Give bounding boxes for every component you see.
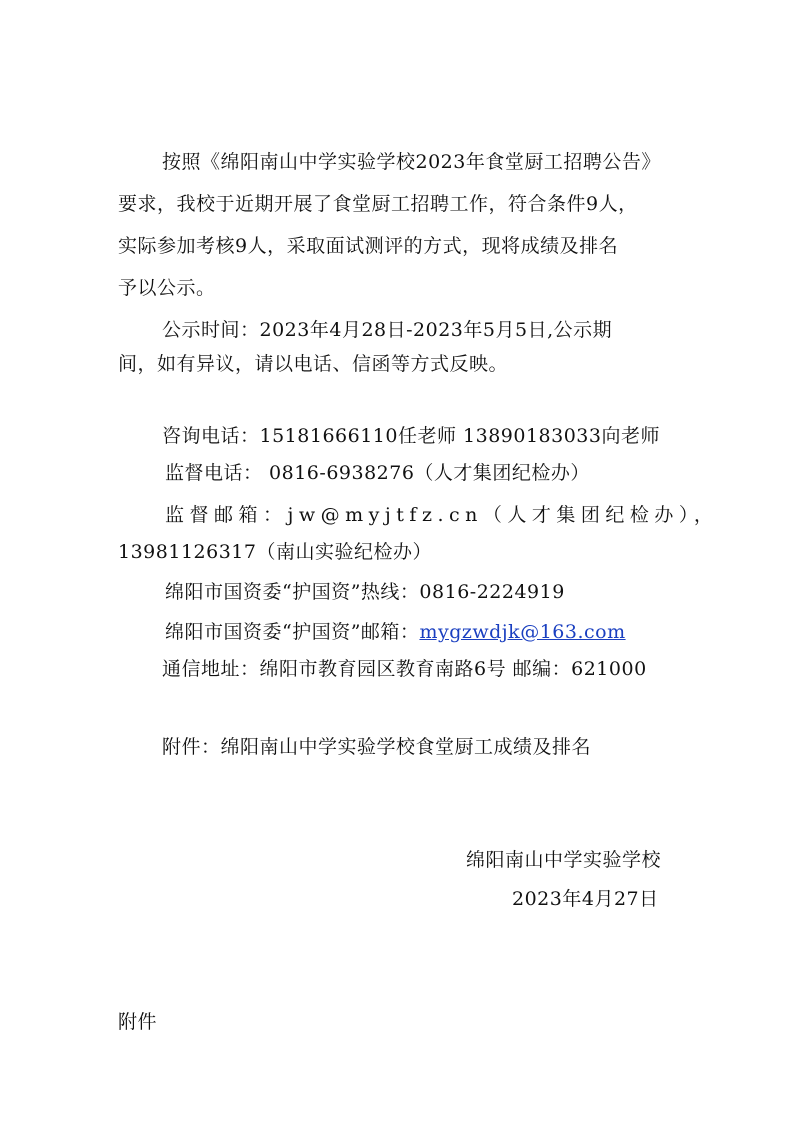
paragraph1-line1: 按照《绵阳南山中学实验学校2023年食堂厨工招聘公告》 bbox=[162, 151, 661, 173]
attachment-heading: 附件 bbox=[118, 1011, 158, 1033]
paragraph2-line2: 间，如有异议，请以电话、信函等方式反映。 bbox=[118, 353, 509, 375]
hotline: 绵阳市国资委“护国资”热线：0816-2224919 bbox=[165, 581, 565, 603]
supervise-email-line2: 13981126317（南山实验纪检办） bbox=[118, 541, 432, 563]
supervisory-email-row bbox=[165, 619, 626, 645]
signature-date: 2023年4月27日 bbox=[512, 888, 659, 910]
paragraph1-line3: 实际参加考核9人，采取面试测评的方式，现将成绩及排名 bbox=[118, 235, 619, 257]
supervise-phone: 监督电话： 0816-6938276（人才集团纪检办） bbox=[165, 462, 590, 484]
mailing-address: 通信地址：绵阳市教育园区教育南路6号 邮编：621000 bbox=[162, 658, 647, 680]
email-link[interactable]: mygzwdjk@163.com bbox=[419, 621, 626, 643]
consult-phone: 咨询电话：15181666110任老师 13890183033向老师 bbox=[162, 425, 660, 447]
signature-school: 绵阳南山中学实验学校 bbox=[466, 849, 662, 871]
supervise-email-line1: 监督邮箱：jw@myjtfz.cn（人才集团纪检办）， bbox=[165, 504, 719, 526]
attachment-note: 附件：绵阳南山中学实验学校食堂厨工成绩及排名 bbox=[162, 736, 592, 758]
email-label: 绵阳市国资委“护国资”邮箱： bbox=[165, 621, 420, 643]
paragraph2-line1: 公示时间：2023年4月28日-2023年5月5日,公示期 bbox=[162, 319, 613, 341]
paragraph1-line4: 予以公示。 bbox=[118, 277, 216, 299]
paragraph1-line2: 要求，我校于近期开展了食堂厨工招聘工作，符合条件9人， bbox=[118, 193, 638, 215]
